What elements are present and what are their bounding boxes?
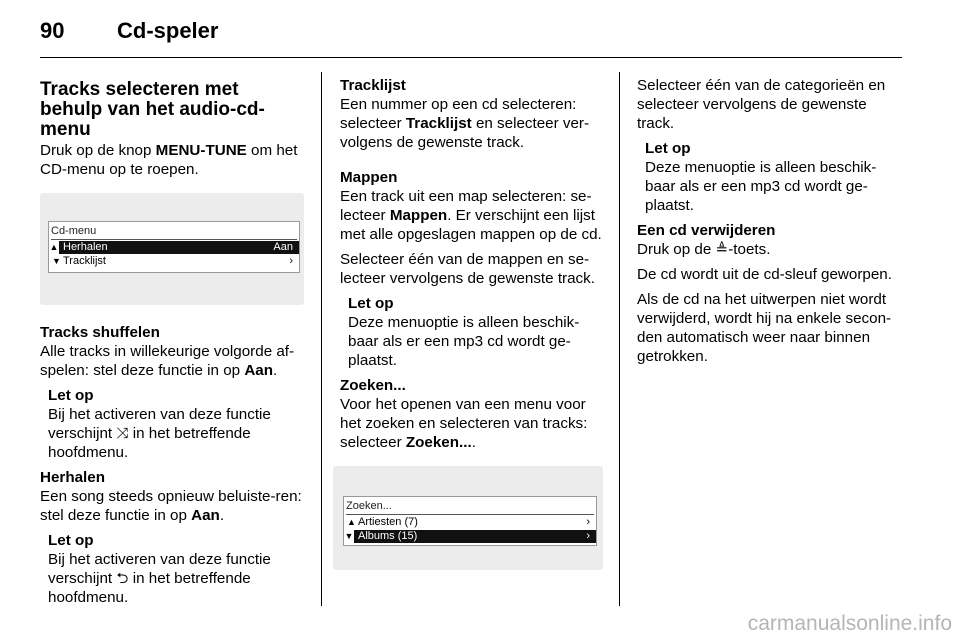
shuffle-icon: ⤨ (116, 425, 129, 442)
intro-paragraph: Druk op de knop MENU-TUNE om het CD-menu op te roepen. (40, 142, 298, 178)
column-3 (637, 76, 905, 372)
column-divider-2 (619, 72, 620, 606)
eject-icon: ≜ (715, 241, 729, 258)
note-label: Let op (348, 295, 394, 312)
page-title: Cd-speler (117, 18, 219, 43)
chevron-right-icon: › (289, 255, 293, 267)
shuffle-text: Alle tracks in willekeurige volgorde af-spelen: stel deze functie in op Aan. (40, 343, 295, 379)
cd-menu-screen-image (40, 193, 304, 305)
note-shuffle (40, 386, 304, 462)
repeat-heading: Herhalen (40, 469, 105, 486)
folders-text: Een track uit een map selecteren: se-lecteer Mappen. Er verschijnt een lijst met alle opgeslagen mappen op de cd. (340, 188, 602, 243)
search-heading: Zoeken... (340, 377, 406, 394)
column-2 (340, 76, 606, 570)
up-arrow-icon: ▲ (49, 242, 59, 252)
chevron-right-icon: › (586, 516, 590, 528)
screen-row-albums (344, 530, 596, 543)
screen-row-label: Albums (15) (358, 530, 418, 542)
screen-row-artists (344, 516, 596, 529)
note-text: Bij het activeren van deze functie verschijnt ⮌ in het betreffende hoofdmenu. (48, 551, 271, 606)
search-text: Voor het openen van een menu voor het zoeken en selecteren van tracks: selecteer Zoeken.... (340, 396, 588, 451)
eject-text-2: De cd wordt uit de cd-sleuf geworpen. (637, 266, 892, 283)
column-divider-1 (321, 72, 322, 606)
repeat-text: Een song steeds opnieuw beluiste-ren: stel deze functie in op Aan. (40, 488, 302, 524)
folders-heading: Mappen (340, 169, 398, 186)
chevron-right-icon: › (586, 530, 590, 542)
note-text: Deze menuoptie is alleen beschik-baar als er een mp3 cd wordt ge-plaatst. (348, 314, 580, 369)
eject-text: Druk op de ≜-toets. (637, 241, 771, 258)
tracklist-heading: Tracklijst (340, 77, 406, 94)
note-label: Let op (48, 532, 94, 549)
note-repeat (40, 531, 304, 607)
repeat-icon: ⮌ (116, 570, 129, 587)
note-folders (340, 294, 606, 370)
note-label: Let op (645, 140, 691, 157)
categories-text: Selecteer één van de categorieën en selecteer vervolgens de gewenste track. (637, 77, 886, 132)
tracklist-text: Een nummer op een cd selecteren: selecteer Tracklijst en selecteer ver-volgens de gewenste track. (340, 96, 590, 151)
screen-rule (51, 239, 297, 240)
eject-text-3: Als de cd na het uitwerpen niet wordt verwijderd, wordt hij na enkele secon-den automatisch weer naar binnen getrokken. (637, 291, 892, 365)
screen-title: Zoeken... (346, 500, 392, 512)
note-categories (637, 139, 905, 215)
column-1 (40, 80, 304, 613)
down-arrow-icon: ▼ (52, 256, 61, 266)
shuffle-heading: Tracks shuffelen (40, 324, 160, 341)
down-arrow-icon: ▼ (344, 531, 354, 541)
note-label: Let op (48, 387, 94, 404)
screen-row-tracklist (49, 255, 299, 268)
cd-menu-display (48, 221, 300, 273)
note-text: Bij het activeren van deze functie verschijnt ⤨ in het betreffende hoofdmenu. (48, 406, 271, 461)
screen-title: Cd-menu (51, 225, 97, 237)
screen-rule (346, 514, 594, 515)
screen-row-value: Aan (273, 241, 293, 253)
note-text: Deze menuoptie is alleen beschik-baar als er een mp3 cd wordt ge-plaatst. (645, 159, 877, 214)
watermark: carmanualsonline.info (747, 612, 952, 635)
search-screen-image (333, 466, 603, 570)
screen-row-label: Artiesten (7) (358, 516, 418, 528)
screen-row-repeat (49, 241, 299, 254)
page-number: 90 (40, 18, 65, 43)
screen-row-label: Herhalen (63, 241, 108, 253)
eject-heading: Een cd verwijderen (637, 222, 776, 239)
up-arrow-icon: ▲ (347, 517, 356, 527)
folders-text-2: Selecteer één van de mappen en se-lecteer vervolgens de gewenste track. (340, 251, 595, 287)
section-title: Tracks selecteren met behulp van het audio-cd-menu (40, 79, 265, 140)
search-display (343, 496, 597, 546)
screen-row-label: Tracklijst (63, 255, 106, 267)
header-rule (40, 57, 902, 58)
